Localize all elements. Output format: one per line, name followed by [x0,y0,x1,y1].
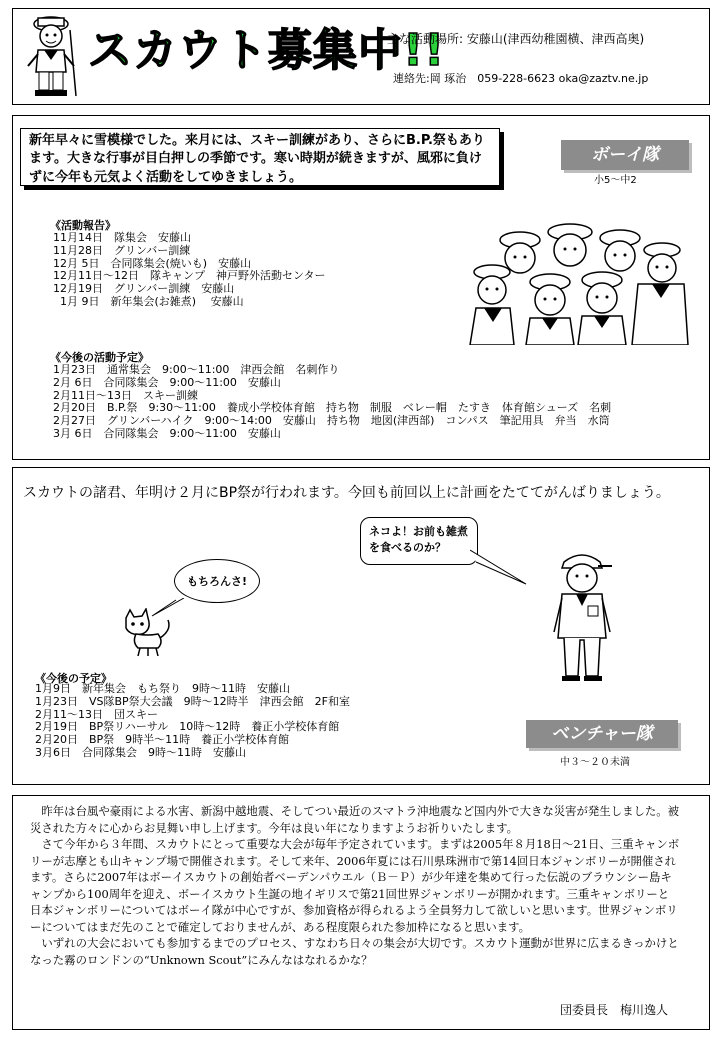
list-item: 11月14日 隊集会 安藤山 [53,231,191,244]
boy-age-range: 小5〜中2 [594,175,637,186]
cat-illustration [118,608,178,658]
report-list [53,232,326,309]
list-item: 2月11日〜13日 スキー訓練 [53,388,198,402]
contact-info: 連絡先:岡 琢治 059-228-6623 oka@zaztv.ne.jp [393,72,649,85]
list-item: 3月6日 合同隊集会 9時〜11時 安藤山 [35,745,246,759]
venture-plan-heading: 《今後の予定》 [35,672,112,685]
plan-list [53,364,611,441]
plan-heading: 《今後の活動予定》 [50,351,149,364]
boy-intro-text: 新年早々に雪模様でした。来月には、スキー訓練があり、さらにB.P.祭もあります。大きな行事が目白押しの季節です。寒い時期が続きますが、風邪に負けずに今年も元気よく活動をしてゆきましょう。 [20,128,500,186]
list-item: 3月 6日 合同隊集会 9:00〜11:00 安藤山 [53,426,281,440]
list-item: 2月11〜13日 団スキー [35,707,158,721]
report-heading: 《活動報告》 [50,219,116,232]
venture-age-range: 中３〜２０未満 [560,757,630,768]
page-title: スカウト募集中!! [88,25,446,76]
list-item: 2月 6日 合同隊集会 9:00〜11:00 安藤山 [53,375,281,389]
cat-speech-bubble: もちろんさ! [174,559,260,603]
list-item: 1月23日 VS隊BP祭大会議 9時〜12時半 津西会館 2F和室 [35,694,351,708]
list-item: 2月19日 BP祭リハーサル 10時〜12時 養正小学校体育館 [35,720,340,734]
list-item: 12月 5日 合同隊集会(焼いも) 安藤山 [53,256,252,270]
list-item: 12月11日〜12日 隊キャンプ 神戸野外活動センター [53,269,326,283]
venture-troop-badge: ベンチャー隊 [526,720,678,748]
bubble-tail-icon [470,548,530,588]
list-item: 2月27日 グリンバーハイク 9:00〜14:00 安藤山 持ち物 地図(津西部) コンパス 筆記用具 弁当 水筒 [53,414,610,428]
list-item: 1月23日 通常集会 9:00〜11:00 津西会館 名刺作り [53,363,340,376]
signature: 団委員長 梅川逸人 [560,1003,669,1017]
message-paragraph: さて今年から３年間、スカウトにとって重要な大会が毎年予定されています。まずは2005年８月18日〜21日、三重キャンボリーが志摩とも山キャンプ場で開催されます。そして来年、2006年夏には石川県珠洲市で第14回日本ジャンボリーが開催されます。さらに2007年はボーイスカウトの創始者ベーデンパウエル（Ｂ－Ｐ）が少年達を集めて行った伝説のブラウンシー島キャンプから100周年を迎え、ボーイスカウト生誕の地イギリスで第21回世界ジャンボリーが開かれます。三重キャンボリーと日本ジャンボリーについてはボーイ隊が中心ですが、参加資格が得られるよう全員努力して欲しいと思います。世界ジャンボリーについてはまだ先のことで確定しておりませんが、ある程度限られた参加枠になると思います。 [30,837,680,934]
message-paragraph: 昨年は台風や豪雨による水害、新潟中越地震、そしてつい最近のスマトラ沖地震など国内外で大きな災害が発生しました。被災された方々に心からお見舞い申し上げます。今年は良い年になりますようお祈りいたします。 [30,804,680,835]
message-body [30,803,680,968]
scout-speech-bubble: ネコよ！お前も雑煮を食べるのか？ [360,517,478,565]
venture-intro-text: スカウトの諸君、年明け２月にBP祭が行われます。今回も前回以上に計画をたててがんばりましょう。 [23,485,670,501]
activity-place: 主な活動場所: 安藤山(津西幼稚園横、津西高奥) [387,32,645,46]
list-item: 2月20日 BP祭 9時半〜11時 養正小学校体育館 [35,733,290,747]
list-item: 1月9日 新年集会 もち祭り 9時〜11時 安藤山 [35,682,290,695]
scout-group-illustration [462,210,692,345]
list-item: 12月19日 グリンバー訓練 安藤山 [53,282,235,296]
scout-mascot-illustration [20,10,82,100]
boy-troop-badge: ボーイ隊 [561,140,689,170]
venture-plan-list [35,683,350,760]
list-item: 11月28日 グリンバー訓練 [53,243,191,257]
venture-scout-illustration [548,548,618,683]
message-paragraph: いずれの大会においても参加するまでのプロセス、すなわち日々の集会が大切です。スカウト運動が世界に広まるきっかけとなった霧のロンドンの“Unknown Scout”にみんなはなれるかな？ [30,936,679,967]
list-item: 1月 9日 新年集会(お雑煮) 安藤山 [53,294,244,308]
list-item: 2月20日 B.P.祭 9:30〜11:00 養成小学校体育館 持ち物 制服 ベレー帽 たすき 体育館シューズ 名刺 [53,401,612,415]
